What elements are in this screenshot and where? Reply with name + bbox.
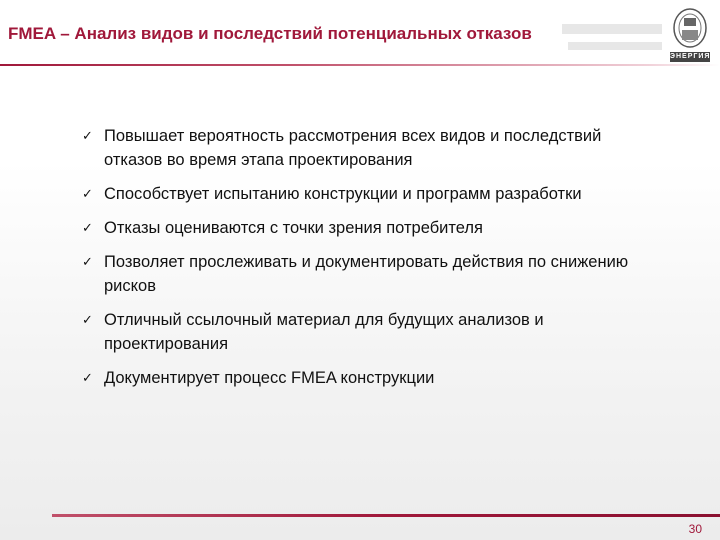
footer-divider: [52, 514, 720, 517]
logo-label: ЭНЕРГИЯ: [670, 53, 711, 60]
bullet-list: [82, 124, 662, 400]
list-item: [82, 250, 662, 298]
checkmark-icon: ✓: [82, 186, 93, 201]
list-item-text: Способствует испытанию конструкции и программ разработки: [104, 185, 582, 203]
list-item-text: Документирует процесс FMEA конструкции: [104, 369, 435, 387]
checkmark-icon: ✓: [82, 128, 93, 143]
page-number: 30: [688, 522, 702, 536]
slide-title: FMEA – Анализ видов и последствий потенциальных отказов: [8, 24, 532, 43]
list-item: [82, 216, 662, 240]
logo-watermark: [558, 18, 668, 58]
list-item-text: Отличный ссылочный материал для будущих анализов и проектирования: [104, 311, 544, 353]
list-item-text: Отказы оцениваются с точки зрения потребителя: [104, 219, 483, 237]
list-item: [82, 366, 662, 390]
checkmark-icon: ✓: [82, 254, 93, 269]
checkmark-icon: ✓: [82, 220, 93, 235]
list-item: [82, 182, 662, 206]
seal-logo-icon: [672, 8, 708, 52]
checkmark-icon: ✓: [82, 370, 93, 385]
list-item: [82, 124, 662, 172]
list-item-text: Повышает вероятность рассмотрения всех видов и последствий отказов во время этапа проектирования: [104, 127, 602, 169]
list-item: [82, 308, 662, 356]
list-item-text: Позволяет прослеживать и документировать действия по снижению рисков: [104, 253, 629, 295]
header-divider: [0, 64, 720, 66]
checkmark-icon: ✓: [82, 312, 93, 327]
